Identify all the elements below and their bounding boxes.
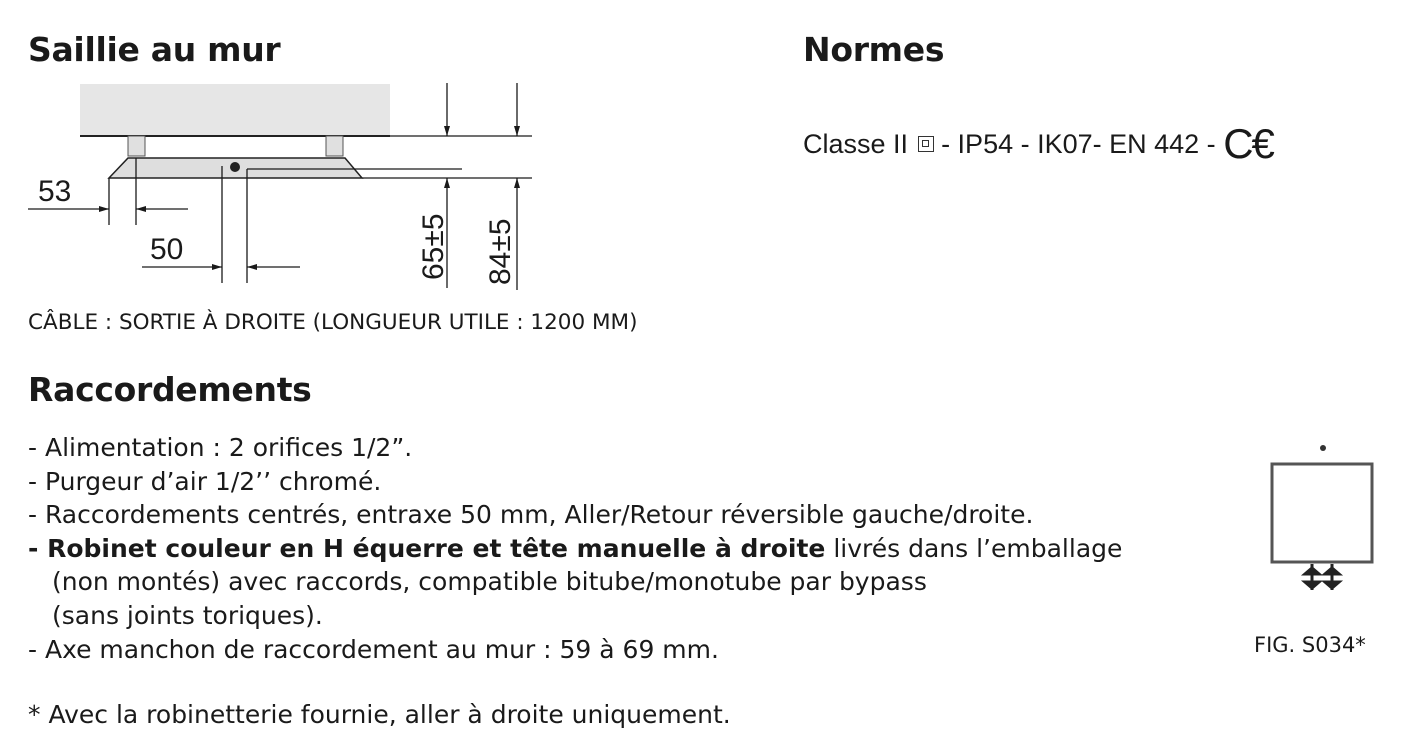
dim-84: 84±5 xyxy=(484,218,517,285)
list-item-continuation: (non montés) avec raccords, compatible bitube/monotube par bypass xyxy=(52,567,927,597)
list-item: - Purgeur d’air 1/2’’ chromé. xyxy=(28,466,382,496)
normes-line xyxy=(803,120,1273,168)
list-item: - Raccordements centrés, entraxe 50 mm, Aller/Retour réversible gauche/droite. xyxy=(28,500,1034,530)
cable-note: CÂBLE : SORTIE À DROITE (LONGUEUR UTILE : 1200 MM) xyxy=(28,310,638,335)
robinet-bold: Robinet couleur en H équerre et tête manuelle à droite xyxy=(47,533,826,563)
list-item-continuation: (sans joints toriques). xyxy=(52,600,323,630)
bracket-screw xyxy=(230,162,240,172)
radiator-leg xyxy=(326,136,343,156)
radiator-body xyxy=(80,84,390,136)
raccordements-list xyxy=(28,431,1122,666)
wall-projection-diagram xyxy=(0,0,560,300)
dash: - xyxy=(28,533,48,563)
dim-53: 53 xyxy=(38,175,72,208)
list-item: - Axe manchon de raccordement au mur : 59 à 69 mm. xyxy=(28,634,719,664)
figure-caption: FIG. S034* xyxy=(1254,633,1366,657)
dim-65: 65±5 xyxy=(417,213,450,280)
footnote: * Avec la robinetterie fournie, aller à droite uniquement. xyxy=(28,700,731,729)
robinet-rest: livrés dans l’emballage xyxy=(825,533,1123,563)
list-item-robinet xyxy=(28,532,1122,566)
dim-50: 50 xyxy=(150,233,184,266)
classe-label: Classe II xyxy=(803,129,909,159)
ce-mark-icon: C€ xyxy=(1223,120,1273,167)
normes-rest: - IP54 - IK07- EN 442 - xyxy=(933,129,1224,159)
raccordements-title: Raccordements xyxy=(28,370,312,409)
saillie-title: Saillie au mur xyxy=(28,30,281,69)
radiator-leg xyxy=(128,136,145,156)
class-ii-icon xyxy=(918,136,934,152)
list-item: - Alimentation : 2 orifices 1/2”. xyxy=(28,433,413,462)
normes-title: Normes xyxy=(803,30,945,69)
fig-s034-diagram xyxy=(1260,440,1390,600)
